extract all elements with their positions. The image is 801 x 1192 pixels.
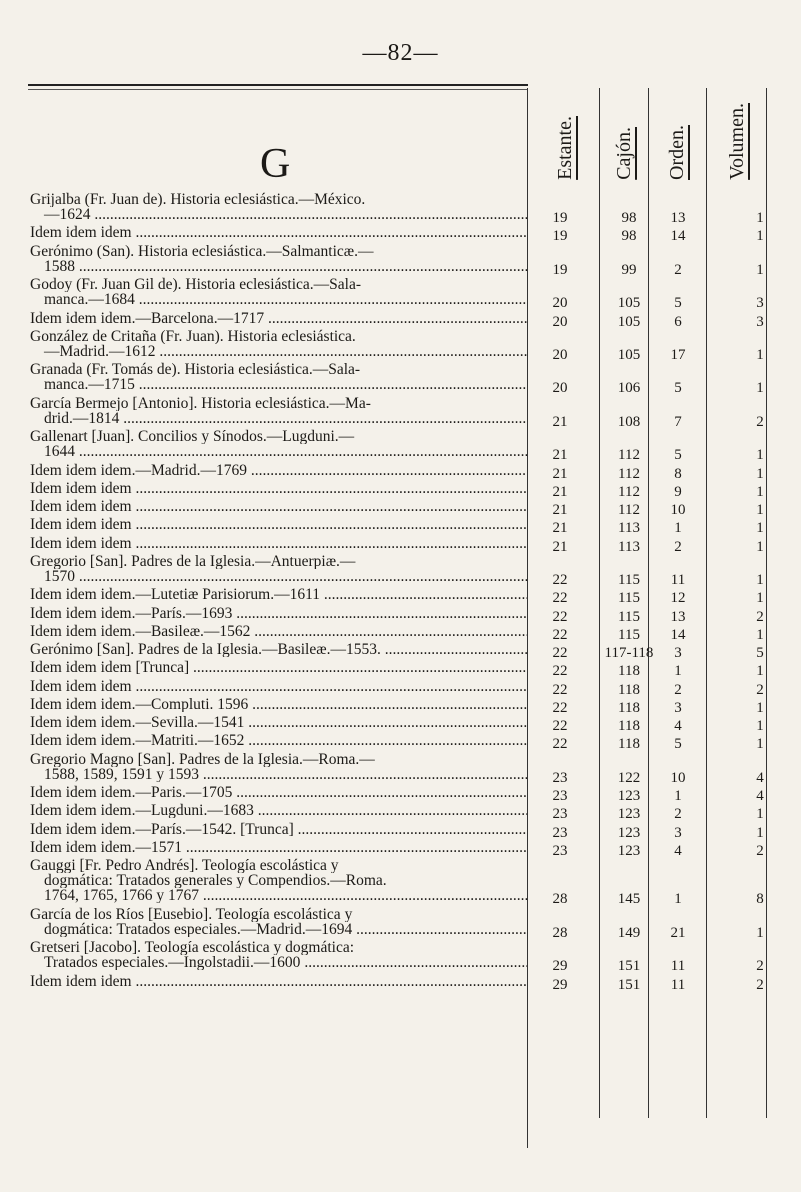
entry-line: Gauggi [Fr. Pedro Andrés]. Teología escolástica y: [30, 858, 339, 874]
entry-line: Idem idem idem .....: [30, 481, 527, 496]
entry-orden: 10: [670, 769, 686, 786]
entry-line: Idem idem idem.—Madrid.—1769 .....: [30, 463, 527, 478]
entry-title: [30, 822, 527, 837]
entry-cajon: 123: [617, 824, 641, 841]
entry-volumen: 3: [756, 295, 764, 312]
entry-title: [30, 858, 527, 903]
entry-estante: 23: [552, 769, 568, 786]
entry-line: Gerónimo (San). Historia eclesiástica.—Salmanticæ.—: [30, 243, 374, 259]
entry-estante: 20: [552, 347, 568, 364]
entry-line: Idem idem idem .....: [30, 536, 527, 551]
entry-cajon: 151: [617, 976, 641, 993]
entry-title: [30, 642, 527, 657]
entry-volumen: 1: [756, 483, 764, 500]
entry-line: Tratados especiales.—Ingolstadii.—1600 .....: [30, 955, 527, 970]
entry-line: 1764, 1765, 1766 y 1767 .....: [30, 888, 527, 903]
entry-volumen: 1: [756, 347, 764, 364]
entry-estante: 21: [552, 502, 568, 519]
entry-line: Grijalba (Fr. Juan de). Historia eclesiástica.—México.: [30, 192, 366, 207]
entry-estante: 22: [552, 663, 568, 680]
entry-volumen: 2: [756, 681, 764, 698]
entry-estante: 20: [552, 380, 568, 397]
entry-title: [30, 277, 527, 307]
entry-estante: 19: [552, 210, 568, 227]
entry-orden: 1: [674, 788, 682, 805]
entry-title: [30, 752, 527, 782]
entry-volumen: 1: [756, 465, 764, 482]
entry-volumen: 1: [756, 520, 764, 537]
entry-line: Idem idem idem.—Lugduni.—1683 .....: [30, 803, 527, 818]
entry-orden: 5: [674, 295, 682, 312]
entry-orden: 10: [670, 502, 686, 519]
entry-line: González de Critaña (Fr. Juan). Historia eclesiástica.: [30, 328, 356, 344]
entry-estante: 21: [552, 447, 568, 464]
entry-title: [30, 244, 527, 274]
entry-volumen: 1: [756, 538, 764, 555]
entry-orden: 13: [670, 210, 686, 227]
entry-estante: 22: [552, 718, 568, 735]
entry-line: manca.—1684 .....: [30, 292, 527, 307]
entry-line: Idem idem idem.—Barcelona.—1717 .....: [30, 311, 527, 326]
entry-title: [30, 606, 527, 621]
entry-volumen: 1: [756, 261, 764, 278]
entry-cajon: 145: [617, 891, 641, 908]
entry-line: Godoy (Fr. Juan Gil de). Historia eclesiástica.—Sala-: [30, 277, 362, 293]
entry-line: Idem idem idem [Trunca] .....: [30, 660, 527, 675]
entry-title: [30, 660, 527, 675]
entry-volumen: 5: [756, 645, 764, 662]
entry-title: [30, 697, 527, 712]
entry-line: Idem idem idem .....: [30, 225, 527, 240]
entry-title: [30, 396, 527, 426]
entry-line: drid.—1814 .....: [30, 411, 527, 426]
entry-cajon: 151: [617, 958, 641, 975]
entry-title: [30, 311, 527, 326]
entry-orden: 3: [674, 645, 682, 662]
entry-title: [30, 536, 527, 551]
entry-line: 1644 .....: [30, 444, 527, 459]
entry-estante: 29: [552, 958, 568, 975]
entry-estante: 22: [552, 681, 568, 698]
entry-orden: 14: [670, 228, 686, 245]
entry-line: Idem idem idem .....: [30, 974, 527, 989]
entry-line: Idem idem idem .....: [30, 517, 527, 532]
page-number: —82—: [362, 40, 439, 66]
column-divider: [527, 88, 528, 1148]
entry-line: Gregorio [San]. Padres de la Iglesia.—Antuerpiæ.—: [30, 553, 356, 569]
entry-cajon: 149: [617, 924, 641, 941]
entry-cajon: 112: [618, 502, 640, 519]
entry-orden: 17: [670, 347, 686, 364]
entry-volumen: 1: [756, 590, 764, 607]
entry-orden: 11: [670, 572, 686, 589]
entry-orden: 8: [674, 465, 682, 482]
entry-volumen: 1: [756, 924, 764, 941]
entry-volumen: 1: [756, 663, 764, 680]
entry-line: —Madrid.—1612 .....: [30, 344, 527, 359]
entry-title: [30, 192, 527, 222]
entry-title: [30, 481, 527, 496]
entry-orden: 13: [670, 608, 686, 625]
entry-line: Idem idem idem.—Basileæ.—1562 .....: [30, 624, 527, 639]
header-rule-thin: [28, 89, 528, 90]
entry-cajon: 115: [618, 590, 640, 607]
entry-orden: 2: [674, 538, 682, 555]
entry-line: 1588, 1589, 1591 y 1593 .....: [30, 767, 527, 782]
entry-cajon: 118: [618, 718, 640, 735]
entry-line: Idem idem idem.—Compluti. 1596 .....: [30, 697, 527, 712]
entry-cajon: 115: [618, 626, 640, 643]
entry-line: 1588 .....: [30, 259, 527, 274]
entry-line: Gregorio Magno [San]. Padres de la Iglesia.—Roma.—: [30, 751, 375, 767]
entry-orden: 5: [674, 447, 682, 464]
entry-title: [30, 329, 527, 359]
entry-cajon: 113: [618, 538, 640, 555]
entry-line: Idem idem idem .....: [30, 679, 527, 694]
entry-cajon: 99: [621, 261, 637, 278]
entry-orden: 21: [670, 924, 686, 941]
entry-estante: 19: [552, 261, 568, 278]
entry-cajon: 115: [618, 572, 640, 589]
entry-cajon: 112: [618, 447, 640, 464]
entry-volumen: 8: [756, 891, 764, 908]
entry-orden: 4: [674, 718, 682, 735]
entry-estante: 20: [552, 313, 568, 330]
entry-cajon: 98: [621, 210, 637, 227]
entry-estante: 22: [552, 590, 568, 607]
entry-title: [30, 225, 527, 240]
entry-title: [30, 463, 527, 478]
entry-line: Idem idem idem.—1571 .....: [30, 840, 527, 855]
entry-title: [30, 429, 527, 459]
entry-cajon: 122: [617, 769, 641, 786]
column-header-volumen: Volumen.: [725, 103, 748, 180]
entry-title: [30, 733, 527, 748]
entry-volumen: 1: [756, 502, 764, 519]
entry-volumen: 1: [756, 210, 764, 227]
entry-estante: 22: [552, 699, 568, 716]
entry-title: [30, 715, 527, 730]
entry-cajon: 123: [617, 788, 641, 805]
entry-orden: 4: [674, 842, 682, 859]
entry-line: dogmática: Tratados generales y Compendios.—Roma.: [44, 873, 387, 889]
entry-line: Idem idem idem .....: [30, 499, 527, 514]
entry-title: [30, 803, 527, 818]
column-header-estante: Estante.: [553, 116, 576, 180]
entry-cajon: 118: [618, 663, 640, 680]
entry-cajon: 117-118: [604, 645, 654, 662]
entry-cajon: 118: [618, 699, 640, 716]
entry-line: Gretseri [Jacobo]. Teología escolástica y dogmática:: [30, 940, 355, 956]
entry-title: [30, 974, 527, 989]
entry-title: [30, 554, 527, 584]
entry-volumen: 1: [756, 228, 764, 245]
entry-volumen: 1: [756, 699, 764, 716]
entry-volumen: 1: [756, 718, 764, 735]
entry-line: Idem idem idem.—París.—1693 .....: [30, 606, 527, 621]
entry-estante: 23: [552, 842, 568, 859]
entry-line: García de los Ríos [Eusebio]. Teología escolástica y: [30, 906, 353, 922]
entry-title: [30, 679, 527, 694]
entry-orden: 1: [674, 891, 682, 908]
entry-volumen: 1: [756, 736, 764, 753]
entry-estante: 19: [552, 228, 568, 245]
entry-title: [30, 940, 527, 970]
column-header-cajon: Cajón.: [612, 127, 635, 180]
entry-orden: 3: [674, 824, 682, 841]
entry-title: [30, 587, 527, 602]
entry-line: Idem idem idem.—Lutetiæ Parisiorum.—1611 .....: [30, 587, 527, 602]
section-letter: G: [260, 141, 291, 187]
entry-estante: 20: [552, 295, 568, 312]
entry-orden: 3: [674, 699, 682, 716]
entry-volumen: 1: [756, 572, 764, 589]
entry-line: dogmática: Tratados especiales.—Madrid.—1694 .....: [30, 922, 527, 937]
entry-cajon: 118: [618, 681, 640, 698]
entry-cajon: 115: [618, 608, 640, 625]
entry-cajon: 105: [617, 313, 641, 330]
entry-line: Idem idem idem.—Paris.—1705 .....: [30, 785, 527, 800]
entry-cajon: 123: [617, 842, 641, 859]
entry-cajon: 118: [618, 736, 640, 753]
entry-volumen: 2: [756, 842, 764, 859]
entry-volumen: 1: [756, 806, 764, 823]
entry-estante: 21: [552, 538, 568, 555]
entry-orden: 2: [674, 681, 682, 698]
entry-volumen: 1: [756, 380, 764, 397]
entry-line: Idem idem idem.—Sevilla.—1541 .....: [30, 715, 527, 730]
entry-volumen: 4: [756, 769, 764, 786]
entry-orden: 11: [670, 976, 686, 993]
entry-orden: 11: [670, 958, 686, 975]
entry-estante: 21: [552, 483, 568, 500]
entry-title: [30, 362, 527, 392]
entry-estante: 22: [552, 645, 568, 662]
entry-cajon: 98: [621, 228, 637, 245]
entry-cajon: 105: [617, 295, 641, 312]
entry-estante: 23: [552, 824, 568, 841]
entry-line: García Bermejo [Antonio]. Historia eclesiástica.—Ma-: [30, 395, 371, 411]
entry-orden: 9: [674, 483, 682, 500]
entry-estante: 22: [552, 572, 568, 589]
entry-line: Idem idem idem.—Matriti.—1652 .....: [30, 733, 527, 748]
entry-estante: 23: [552, 788, 568, 805]
entry-orden: 1: [674, 663, 682, 680]
entry-title: [30, 499, 527, 514]
entry-estante: 28: [552, 891, 568, 908]
entry-volumen: 1: [756, 626, 764, 643]
entry-orden: 12: [670, 590, 686, 607]
entry-orden: 6: [674, 313, 682, 330]
entry-estante: 23: [552, 806, 568, 823]
entry-estante: 22: [552, 736, 568, 753]
entry-orden: 1: [674, 520, 682, 537]
entry-cajon: 112: [618, 483, 640, 500]
entry-volumen: 1: [756, 824, 764, 841]
entry-line: 1570 .....: [30, 569, 527, 584]
entry-orden: 7: [674, 413, 682, 430]
column-header-orden: Orden.: [665, 125, 688, 180]
entry-line: Granada (Fr. Tomás de). Historia eclesiástica.—Sala-: [30, 362, 361, 378]
entry-orden: 2: [674, 806, 682, 823]
entry-estante: 28: [552, 924, 568, 941]
entry-estante: 21: [552, 520, 568, 537]
entry-orden: 5: [674, 736, 682, 753]
entry-orden: 5: [674, 380, 682, 397]
entry-cajon: 108: [617, 413, 641, 430]
entry-orden: 2: [674, 261, 682, 278]
entry-cajon: 112: [618, 465, 640, 482]
entry-volumen: 3: [756, 313, 764, 330]
entry-title: [30, 785, 527, 800]
entry-line: —1624 .....: [30, 207, 527, 222]
entry-title: [30, 907, 527, 937]
entry-estante: 22: [552, 626, 568, 643]
entry-title: [30, 517, 527, 532]
entry-estante: 22: [552, 608, 568, 625]
entry-estante: 21: [552, 413, 568, 430]
entry-volumen: 2: [756, 413, 764, 430]
entry-line: Gerónimo [San]. Padres de la Iglesia.—Basileæ.—1553. .....: [30, 642, 527, 657]
entry-estante: 29: [552, 976, 568, 993]
entry-volumen: 2: [756, 958, 764, 975]
entry-cajon: 123: [617, 806, 641, 823]
entry-volumen: 2: [756, 976, 764, 993]
entry-estante: 21: [552, 465, 568, 482]
entry-volumen: 2: [756, 608, 764, 625]
entry-orden: 14: [670, 626, 686, 643]
entry-title: [30, 624, 527, 639]
entry-cajon: 105: [617, 347, 641, 364]
entry-volumen: 4: [756, 788, 764, 805]
header-rule: [28, 84, 528, 86]
entry-line: Idem idem idem.—París.—1542. [Trunca] .....: [30, 822, 527, 837]
entry-cajon: 106: [617, 380, 641, 397]
entry-volumen: 1: [756, 447, 764, 464]
entry-line: Gallenart [Juan]. Concilios y Sínodos.—Lugduni.—: [30, 429, 355, 445]
entry-line: manca.—1715 .....: [30, 377, 527, 392]
entry-title: [30, 840, 527, 855]
entry-cajon: 113: [618, 520, 640, 537]
